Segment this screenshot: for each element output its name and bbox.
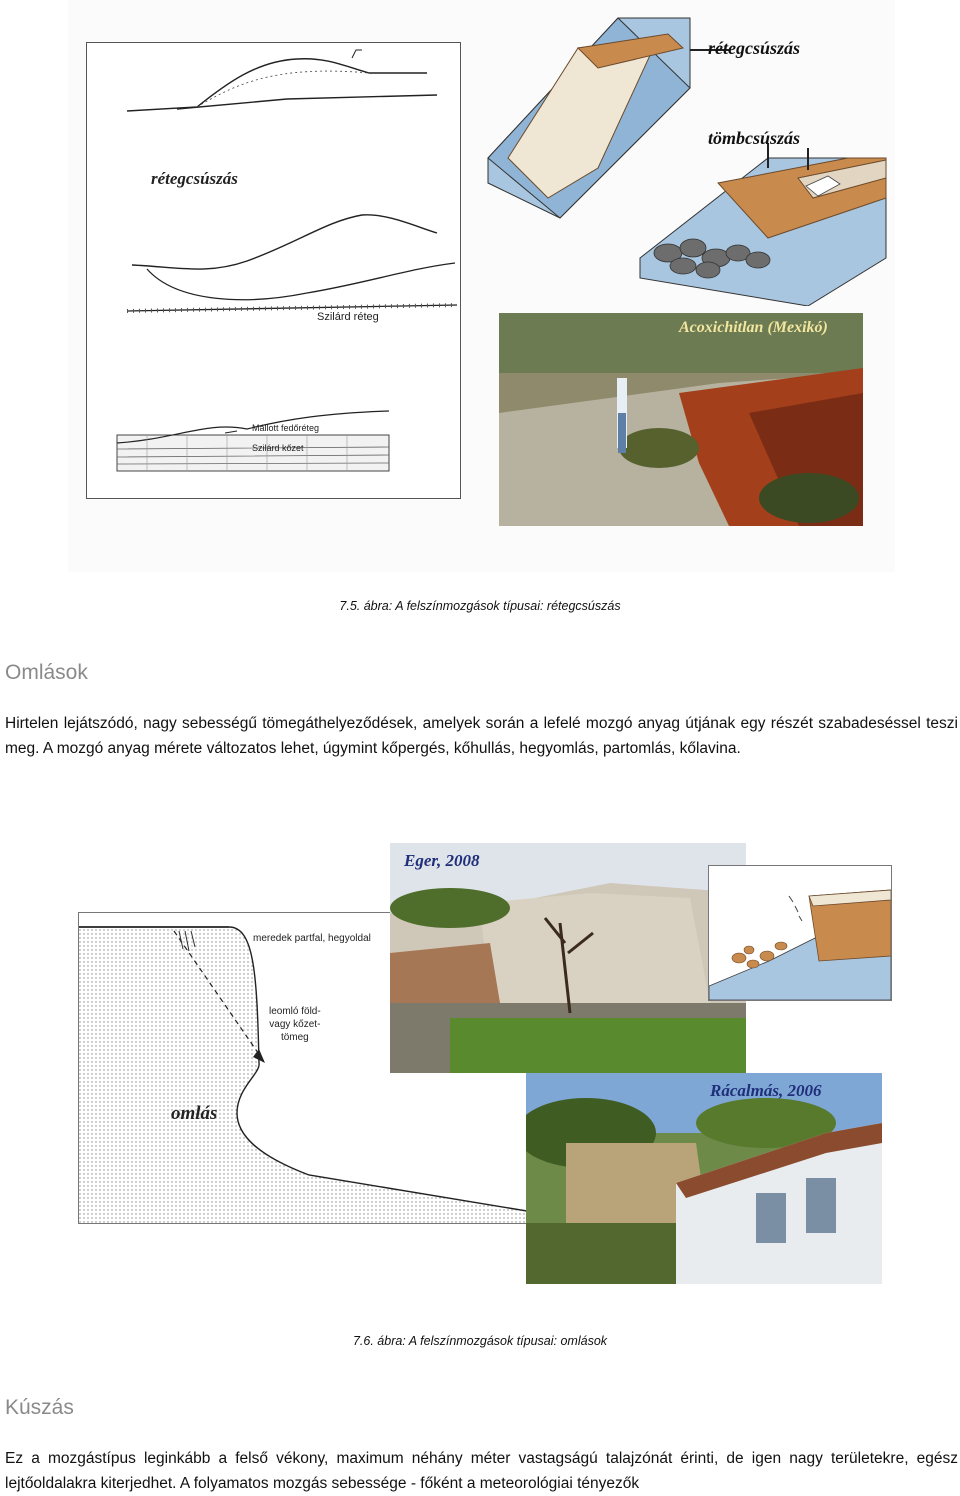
photo-label-racalmas: Rácalmás, 2006	[710, 1081, 822, 1100]
photo-acoxichitlan	[499, 313, 863, 526]
block-diagram-svg	[468, 8, 890, 306]
rockfall-diagram-svg	[709, 866, 891, 1000]
section-paragraph-omlasok: Hirtelen lejátszódó, nagy sebességű tömegáthelyeződések, amelyek során a lefelé mozgó anyag útjának egy részét szabadeséssel teszi meg. A mozgó anyag mérete változatos lehet, úgymint kőpergés, kőhullás, hegyomlás, partomlás, kőlavina.	[5, 715, 958, 757]
omlas-label-omlas: omlás	[171, 1103, 218, 1124]
figure-7-6	[78, 840, 890, 1286]
sketch-panel	[86, 42, 461, 499]
sketch-label-solid-rock: Szilárd kőzet	[252, 443, 304, 453]
photo-label-eger: Eger, 2008	[404, 851, 480, 870]
photo-acoxichitlan-svg	[499, 313, 863, 526]
photo-racalmas	[526, 1073, 882, 1284]
omlas-label-steep-wall: meredek partfal, hegyoldal	[253, 933, 371, 944]
omlas-label-falling-mass: leomló föld- vagy kőzet- tömeg	[269, 1006, 321, 1043]
block-label-tombcsuszas: tömbcsúszás	[708, 128, 801, 148]
photo-racalmas-svg	[526, 1073, 882, 1284]
section-paragraph-kuszas: Ez a mozgástípus leginkább a felső vékony, maximum néhány méter vastagságú talajzónát érinti, de igen nagy területekre, egész lejtőoldalakra kiterjedhet. A folyamatos mozgás sebessége - főként a meteorológiai tényezők	[5, 1450, 958, 1492]
figure-7-5	[68, 0, 895, 572]
rockfall-diagram	[708, 865, 892, 1001]
section-heading-omlasok: Omlások	[5, 661, 88, 684]
sketch-label-solid-layer: Szilárd réteg	[317, 311, 379, 323]
block-diagram	[468, 8, 890, 306]
figure-caption-7-6: 7.6. ábra: A felszínmozgások típusai: omlások	[352, 1334, 608, 1348]
photo-eger	[390, 843, 746, 1073]
sketch-label-retegcsuszas: rétegcsúszás	[151, 169, 238, 188]
photo-eger-svg	[390, 843, 746, 1073]
figure-caption-7-5: 7.5. ábra: A felszínmozgások típusai: rétegcsúszás	[339, 599, 621, 613]
sketch-label-weathered-cover: Mállott fedőréteg	[252, 423, 320, 433]
block-label-retegcsuszas: rétegcsúszás	[708, 38, 801, 58]
section-heading-kuszas: Kúszás	[5, 1396, 74, 1419]
photo-label-acoxichitlan: Acoxichitlan (Mexikó)	[679, 319, 828, 336]
